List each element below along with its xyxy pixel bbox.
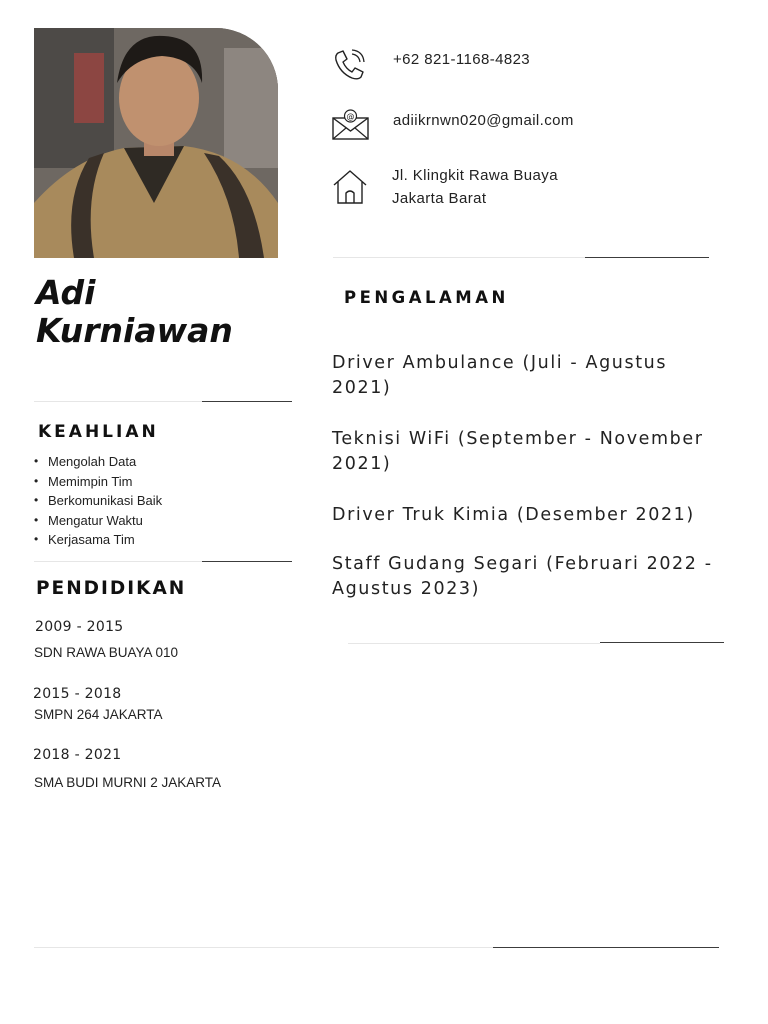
divider-accent bbox=[585, 257, 709, 258]
phone-number[interactable]: +62 821-1168-4823 bbox=[393, 51, 531, 68]
email-address[interactable]: adiikrnwn020@gmail.com bbox=[393, 112, 574, 129]
skills-heading: KEAHLIAN bbox=[38, 422, 159, 442]
list-item: • Memimpin Tim bbox=[34, 472, 162, 492]
list-item: • Mengatur Waktu bbox=[34, 511, 162, 531]
education-heading: PENDIDIKAN bbox=[36, 578, 187, 599]
profile-photo bbox=[34, 28, 278, 258]
email-icon bbox=[331, 108, 371, 142]
home-icon bbox=[331, 168, 369, 206]
list-item: • Kerjasama Tim bbox=[34, 530, 162, 550]
divider bbox=[34, 561, 202, 562]
education-school: SDN RAWA BUAYA 010 bbox=[34, 645, 179, 660]
divider-accent bbox=[202, 401, 292, 402]
address-line: Jl. Klingkit Rawa Buaya bbox=[392, 167, 558, 184]
education-years: 2009 - 2015 bbox=[35, 619, 124, 635]
divider bbox=[34, 401, 202, 402]
divider-accent bbox=[600, 642, 724, 643]
experience-item: Driver Ambulance (Juli - Agustus 2021) bbox=[332, 353, 668, 398]
full-name bbox=[36, 274, 296, 350]
name-first: Adi bbox=[36, 273, 96, 312]
experience-heading: PENGALAMAN bbox=[344, 288, 509, 307]
education-years: 2018 - 2021 bbox=[33, 747, 122, 763]
divider bbox=[348, 643, 600, 644]
list-item: • Mengolah Data bbox=[34, 452, 162, 472]
address-line: Jakarta Barat bbox=[392, 190, 487, 207]
address bbox=[392, 164, 558, 210]
divider-accent bbox=[493, 947, 719, 948]
divider bbox=[333, 257, 585, 258]
svg-text:@: @ bbox=[346, 112, 355, 121]
divider bbox=[34, 947, 494, 948]
education-school: SMA BUDI MURNI 2 JAKARTA bbox=[34, 775, 222, 790]
education-school: SMPN 264 JAKARTA bbox=[34, 707, 163, 722]
education-years: 2015 - 2018 bbox=[33, 686, 122, 702]
name-last: Kurniawan bbox=[36, 311, 233, 350]
experience-item: Staff Gudang Segari (Februari 2022 - Agustus 2023) bbox=[332, 554, 713, 599]
phone-icon bbox=[332, 48, 368, 82]
experience-item: Driver Truk Kimia (Desember 2021) bbox=[332, 505, 695, 525]
experience-item: Teknisi WiFi (September - November 2021) bbox=[332, 429, 704, 474]
skills-list bbox=[34, 452, 162, 550]
list-item: • Berkomunikasi Baik bbox=[34, 491, 162, 511]
divider-accent bbox=[202, 561, 292, 562]
